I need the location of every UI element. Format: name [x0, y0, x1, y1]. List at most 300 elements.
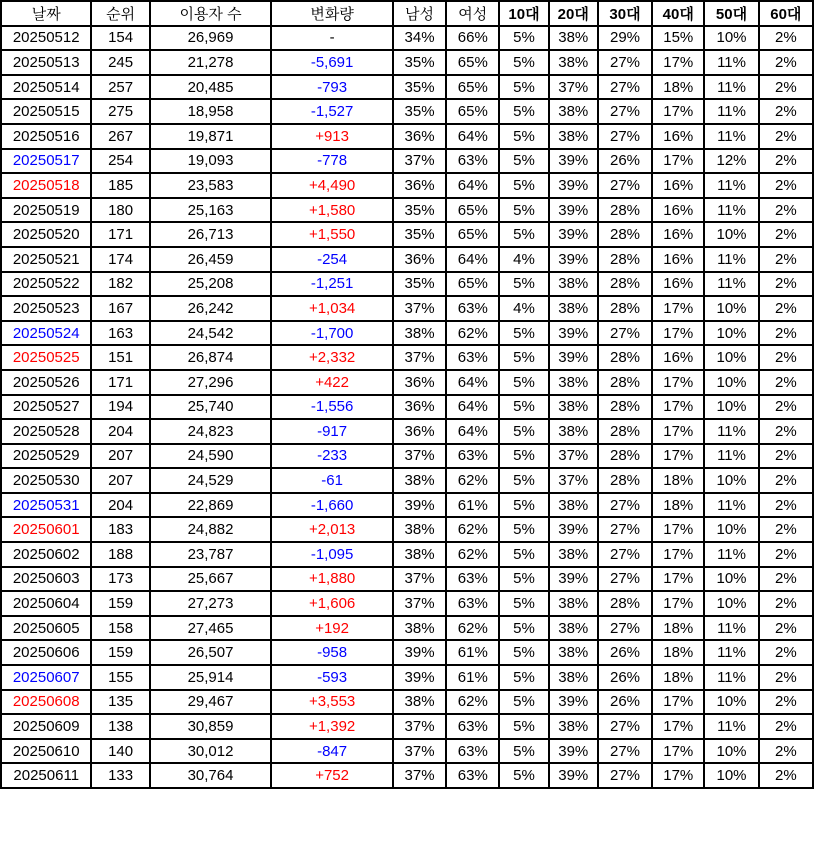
cell-age-40s: 17%	[652, 763, 704, 788]
cell-age-30s: 27%	[598, 616, 652, 641]
cell-age-30s: 27%	[598, 739, 652, 764]
cell-female: 62%	[446, 616, 499, 641]
cell-age-10s: 5%	[499, 99, 548, 124]
table-row	[1, 591, 813, 616]
cell-age-40s: 17%	[652, 149, 704, 174]
cell-male: 35%	[393, 222, 446, 247]
cell-age-30s: 28%	[598, 591, 652, 616]
cell-age-30s: 28%	[598, 272, 652, 297]
cell-male: 36%	[393, 419, 446, 444]
cell-age-30s: 29%	[598, 26, 652, 51]
cell-rank: 204	[91, 493, 149, 518]
cell-change: -254	[271, 247, 393, 272]
cell-age-30s: 28%	[598, 198, 652, 223]
cell-age-20s: 38%	[549, 419, 598, 444]
table-row	[1, 542, 813, 567]
header-age-50s: 50대	[704, 1, 758, 26]
cell-rank: 275	[91, 99, 149, 124]
cell-date: 20250523	[1, 296, 91, 321]
cell-users: 30,859	[150, 714, 272, 739]
cell-male: 37%	[393, 296, 446, 321]
cell-age-10s: 5%	[499, 616, 548, 641]
cell-female: 64%	[446, 173, 499, 198]
cell-users: 27,273	[150, 591, 272, 616]
cell-age-40s: 17%	[652, 739, 704, 764]
cell-rank: 180	[91, 198, 149, 223]
cell-date: 20250524	[1, 321, 91, 346]
cell-change: -1,660	[271, 493, 393, 518]
cell-age-30s: 27%	[598, 321, 652, 346]
table-row	[1, 345, 813, 370]
cell-date: 20250605	[1, 616, 91, 641]
cell-age-40s: 17%	[652, 99, 704, 124]
cell-date: 20250607	[1, 665, 91, 690]
cell-users: 26,874	[150, 345, 272, 370]
cell-age-10s: 5%	[499, 124, 548, 149]
cell-male: 34%	[393, 26, 446, 51]
cell-age-40s: 18%	[652, 640, 704, 665]
cell-users: 23,583	[150, 173, 272, 198]
cell-rank: 167	[91, 296, 149, 321]
cell-rank: 188	[91, 542, 149, 567]
cell-age-40s: 17%	[652, 50, 704, 75]
cell-rank: 185	[91, 173, 149, 198]
cell-age-60s: 2%	[759, 99, 813, 124]
cell-age-20s: 39%	[549, 690, 598, 715]
cell-change: -847	[271, 739, 393, 764]
cell-change: +752	[271, 763, 393, 788]
header-rank: 순위	[91, 1, 149, 26]
cell-age-30s: 27%	[598, 517, 652, 542]
cell-change: -1,251	[271, 272, 393, 297]
table-row	[1, 468, 813, 493]
cell-rank: 204	[91, 419, 149, 444]
cell-age-50s: 10%	[704, 567, 758, 592]
cell-age-50s: 11%	[704, 272, 758, 297]
cell-age-40s: 16%	[652, 247, 704, 272]
cell-change: -5,691	[271, 50, 393, 75]
cell-age-30s: 27%	[598, 173, 652, 198]
cell-age-20s: 39%	[549, 247, 598, 272]
header-age-20s: 20대	[549, 1, 598, 26]
cell-age-20s: 38%	[549, 395, 598, 420]
cell-date: 20250516	[1, 124, 91, 149]
cell-age-60s: 2%	[759, 50, 813, 75]
cell-age-40s: 17%	[652, 321, 704, 346]
cell-age-40s: 18%	[652, 665, 704, 690]
cell-rank: 135	[91, 690, 149, 715]
cell-female: 63%	[446, 714, 499, 739]
cell-date: 20250611	[1, 763, 91, 788]
cell-age-20s: 37%	[549, 75, 598, 100]
cell-users: 19,871	[150, 124, 272, 149]
cell-age-60s: 2%	[759, 345, 813, 370]
cell-age-60s: 2%	[759, 296, 813, 321]
cell-age-50s: 11%	[704, 198, 758, 223]
cell-date: 20250603	[1, 567, 91, 592]
cell-change: +1,034	[271, 296, 393, 321]
cell-female: 64%	[446, 247, 499, 272]
cell-age-60s: 2%	[759, 75, 813, 100]
cell-users: 25,914	[150, 665, 272, 690]
cell-age-40s: 17%	[652, 591, 704, 616]
cell-male: 36%	[393, 124, 446, 149]
cell-age-10s: 5%	[499, 690, 548, 715]
cell-female: 65%	[446, 99, 499, 124]
table-row	[1, 444, 813, 469]
cell-users: 25,163	[150, 198, 272, 223]
table-row	[1, 640, 813, 665]
cell-age-40s: 17%	[652, 567, 704, 592]
cell-male: 39%	[393, 493, 446, 518]
cell-age-10s: 5%	[499, 222, 548, 247]
header-users: 이용자 수	[150, 1, 272, 26]
cell-age-40s: 16%	[652, 198, 704, 223]
cell-age-40s: 18%	[652, 468, 704, 493]
header-date: 날짜	[1, 1, 91, 26]
cell-age-50s: 11%	[704, 124, 758, 149]
cell-age-30s: 27%	[598, 99, 652, 124]
cell-male: 37%	[393, 567, 446, 592]
cell-age-10s: 5%	[499, 640, 548, 665]
cell-age-10s: 5%	[499, 739, 548, 764]
cell-age-30s: 28%	[598, 296, 652, 321]
cell-age-50s: 11%	[704, 419, 758, 444]
cell-rank: 163	[91, 321, 149, 346]
cell-rank: 194	[91, 395, 149, 420]
cell-date: 20250515	[1, 99, 91, 124]
cell-rank: 171	[91, 222, 149, 247]
table-row	[1, 567, 813, 592]
cell-change: +422	[271, 370, 393, 395]
cell-female: 65%	[446, 222, 499, 247]
cell-change: -61	[271, 468, 393, 493]
cell-change: -593	[271, 665, 393, 690]
cell-age-40s: 18%	[652, 616, 704, 641]
cell-age-60s: 2%	[759, 247, 813, 272]
cell-age-20s: 38%	[549, 493, 598, 518]
cell-age-60s: 2%	[759, 321, 813, 346]
cell-age-30s: 27%	[598, 714, 652, 739]
cell-age-60s: 2%	[759, 640, 813, 665]
cell-date: 20250513	[1, 50, 91, 75]
cell-age-50s: 11%	[704, 714, 758, 739]
cell-age-60s: 2%	[759, 714, 813, 739]
cell-age-40s: 17%	[652, 714, 704, 739]
cell-age-30s: 28%	[598, 370, 652, 395]
cell-age-20s: 37%	[549, 468, 598, 493]
cell-date: 20250520	[1, 222, 91, 247]
cell-female: 63%	[446, 149, 499, 174]
cell-male: 37%	[393, 345, 446, 370]
cell-date: 20250518	[1, 173, 91, 198]
cell-date: 20250528	[1, 419, 91, 444]
cell-date: 20250606	[1, 640, 91, 665]
table-row	[1, 763, 813, 788]
cell-age-50s: 10%	[704, 26, 758, 51]
cell-change: +3,553	[271, 690, 393, 715]
cell-age-40s: 17%	[652, 542, 704, 567]
cell-age-50s: 10%	[704, 321, 758, 346]
cell-age-30s: 26%	[598, 149, 652, 174]
cell-age-30s: 27%	[598, 763, 652, 788]
cell-rank: 155	[91, 665, 149, 690]
cell-age-10s: 5%	[499, 468, 548, 493]
table-row	[1, 517, 813, 542]
cell-rank: 254	[91, 149, 149, 174]
cell-change: -1,527	[271, 99, 393, 124]
cell-change: +192	[271, 616, 393, 641]
cell-female: 65%	[446, 50, 499, 75]
cell-users: 19,093	[150, 149, 272, 174]
cell-date: 20250531	[1, 493, 91, 518]
cell-change: +1,880	[271, 567, 393, 592]
cell-change: -917	[271, 419, 393, 444]
cell-male: 37%	[393, 714, 446, 739]
cell-age-10s: 5%	[499, 198, 548, 223]
table-row	[1, 99, 813, 124]
cell-change: -	[271, 26, 393, 51]
header-row	[1, 1, 813, 26]
cell-age-20s: 38%	[549, 272, 598, 297]
cell-female: 62%	[446, 468, 499, 493]
cell-users: 26,713	[150, 222, 272, 247]
cell-female: 63%	[446, 444, 499, 469]
header-age-10s: 10대	[499, 1, 548, 26]
cell-male: 39%	[393, 665, 446, 690]
cell-age-50s: 11%	[704, 665, 758, 690]
cell-rank: 154	[91, 26, 149, 51]
cell-male: 37%	[393, 149, 446, 174]
cell-age-40s: 17%	[652, 419, 704, 444]
cell-age-40s: 17%	[652, 444, 704, 469]
cell-age-10s: 5%	[499, 75, 548, 100]
cell-female: 63%	[446, 739, 499, 764]
table-row	[1, 690, 813, 715]
table-row	[1, 714, 813, 739]
cell-age-30s: 28%	[598, 222, 652, 247]
cell-age-50s: 11%	[704, 75, 758, 100]
cell-female: 61%	[446, 493, 499, 518]
table-row	[1, 296, 813, 321]
cell-age-30s: 28%	[598, 247, 652, 272]
cell-rank: 171	[91, 370, 149, 395]
cell-rank: 174	[91, 247, 149, 272]
cell-age-20s: 39%	[549, 739, 598, 764]
cell-age-20s: 38%	[549, 124, 598, 149]
table-row	[1, 198, 813, 223]
cell-female: 63%	[446, 591, 499, 616]
cell-age-60s: 2%	[759, 198, 813, 223]
cell-date: 20250514	[1, 75, 91, 100]
cell-rank: 140	[91, 739, 149, 764]
cell-change: -1,556	[271, 395, 393, 420]
cell-age-10s: 5%	[499, 591, 548, 616]
cell-age-30s: 27%	[598, 50, 652, 75]
cell-rank: 207	[91, 444, 149, 469]
cell-users: 25,667	[150, 567, 272, 592]
cell-date: 20250512	[1, 26, 91, 51]
cell-users: 26,969	[150, 26, 272, 51]
table-row	[1, 493, 813, 518]
cell-age-50s: 10%	[704, 690, 758, 715]
cell-rank: 158	[91, 616, 149, 641]
cell-change: -793	[271, 75, 393, 100]
cell-age-50s: 11%	[704, 542, 758, 567]
cell-users: 26,507	[150, 640, 272, 665]
cell-age-10s: 5%	[499, 419, 548, 444]
cell-age-20s: 39%	[549, 173, 598, 198]
cell-age-60s: 2%	[759, 272, 813, 297]
cell-age-30s: 28%	[598, 395, 652, 420]
cell-age-40s: 16%	[652, 124, 704, 149]
table-row	[1, 75, 813, 100]
cell-change: +2,013	[271, 517, 393, 542]
cell-age-50s: 11%	[704, 247, 758, 272]
cell-date: 20250602	[1, 542, 91, 567]
cell-age-20s: 38%	[549, 714, 598, 739]
cell-male: 38%	[393, 616, 446, 641]
cell-age-40s: 18%	[652, 493, 704, 518]
cell-female: 66%	[446, 26, 499, 51]
cell-female: 61%	[446, 665, 499, 690]
cell-age-50s: 10%	[704, 345, 758, 370]
cell-date: 20250601	[1, 517, 91, 542]
cell-age-10s: 5%	[499, 395, 548, 420]
cell-male: 38%	[393, 542, 446, 567]
cell-users: 26,459	[150, 247, 272, 272]
cell-users: 21,278	[150, 50, 272, 75]
cell-change: +1,550	[271, 222, 393, 247]
table-row	[1, 124, 813, 149]
cell-date: 20250519	[1, 198, 91, 223]
cell-age-20s: 38%	[549, 50, 598, 75]
cell-age-40s: 17%	[652, 370, 704, 395]
cell-date: 20250604	[1, 591, 91, 616]
cell-age-20s: 39%	[549, 517, 598, 542]
cell-users: 18,958	[150, 99, 272, 124]
cell-female: 65%	[446, 272, 499, 297]
table-row	[1, 222, 813, 247]
table-row	[1, 616, 813, 641]
cell-age-40s: 17%	[652, 690, 704, 715]
cell-rank: 138	[91, 714, 149, 739]
cell-age-20s: 39%	[549, 567, 598, 592]
cell-date: 20250608	[1, 690, 91, 715]
cell-age-60s: 2%	[759, 567, 813, 592]
cell-age-20s: 38%	[549, 26, 598, 51]
cell-age-30s: 28%	[598, 468, 652, 493]
cell-age-40s: 15%	[652, 26, 704, 51]
cell-age-60s: 2%	[759, 739, 813, 764]
cell-age-20s: 38%	[549, 542, 598, 567]
cell-date: 20250526	[1, 370, 91, 395]
cell-age-50s: 11%	[704, 50, 758, 75]
cell-date: 20250522	[1, 272, 91, 297]
table-row	[1, 370, 813, 395]
table-row	[1, 26, 813, 51]
cell-female: 62%	[446, 517, 499, 542]
cell-age-10s: 5%	[499, 763, 548, 788]
cell-change: +913	[271, 124, 393, 149]
cell-users: 20,485	[150, 75, 272, 100]
cell-rank: 257	[91, 75, 149, 100]
cell-rank: 151	[91, 345, 149, 370]
cell-age-50s: 10%	[704, 517, 758, 542]
cell-date: 20250530	[1, 468, 91, 493]
cell-age-10s: 4%	[499, 247, 548, 272]
cell-age-20s: 39%	[549, 222, 598, 247]
cell-age-20s: 38%	[549, 99, 598, 124]
cell-age-30s: 27%	[598, 542, 652, 567]
cell-age-10s: 5%	[499, 345, 548, 370]
header-age-30s: 30대	[598, 1, 652, 26]
cell-age-40s: 17%	[652, 517, 704, 542]
cell-age-40s: 17%	[652, 296, 704, 321]
cell-date: 20250610	[1, 739, 91, 764]
cell-age-40s: 16%	[652, 222, 704, 247]
table-row	[1, 272, 813, 297]
cell-rank: 182	[91, 272, 149, 297]
cell-age-30s: 27%	[598, 124, 652, 149]
cell-age-60s: 2%	[759, 616, 813, 641]
cell-age-30s: 26%	[598, 690, 652, 715]
cell-change: +4,490	[271, 173, 393, 198]
cell-age-60s: 2%	[759, 173, 813, 198]
cell-date: 20250527	[1, 395, 91, 420]
cell-age-20s: 39%	[549, 763, 598, 788]
cell-age-10s: 5%	[499, 50, 548, 75]
cell-age-50s: 12%	[704, 149, 758, 174]
cell-male: 38%	[393, 321, 446, 346]
cell-change: +1,606	[271, 591, 393, 616]
cell-female: 63%	[446, 345, 499, 370]
cell-change: -1,095	[271, 542, 393, 567]
cell-female: 62%	[446, 542, 499, 567]
cell-age-20s: 38%	[549, 616, 598, 641]
cell-female: 64%	[446, 419, 499, 444]
cell-age-60s: 2%	[759, 26, 813, 51]
cell-male: 35%	[393, 75, 446, 100]
table-row	[1, 739, 813, 764]
cell-age-60s: 2%	[759, 591, 813, 616]
cell-age-50s: 10%	[704, 395, 758, 420]
cell-age-30s: 27%	[598, 567, 652, 592]
table-body	[1, 26, 813, 788]
table-row	[1, 247, 813, 272]
cell-male: 35%	[393, 99, 446, 124]
cell-users: 25,740	[150, 395, 272, 420]
cell-age-50s: 11%	[704, 640, 758, 665]
cell-age-20s: 38%	[549, 665, 598, 690]
cell-age-30s: 28%	[598, 444, 652, 469]
cell-age-60s: 2%	[759, 493, 813, 518]
cell-date: 20250609	[1, 714, 91, 739]
cell-female: 63%	[446, 763, 499, 788]
cell-users: 30,764	[150, 763, 272, 788]
table-row	[1, 419, 813, 444]
cell-male: 39%	[393, 640, 446, 665]
cell-age-10s: 5%	[499, 567, 548, 592]
cell-age-50s: 10%	[704, 222, 758, 247]
cell-age-10s: 5%	[499, 542, 548, 567]
cell-age-20s: 39%	[549, 149, 598, 174]
cell-age-20s: 37%	[549, 444, 598, 469]
cell-age-30s: 26%	[598, 665, 652, 690]
cell-age-50s: 11%	[704, 173, 758, 198]
cell-male: 35%	[393, 198, 446, 223]
cell-age-30s: 27%	[598, 493, 652, 518]
